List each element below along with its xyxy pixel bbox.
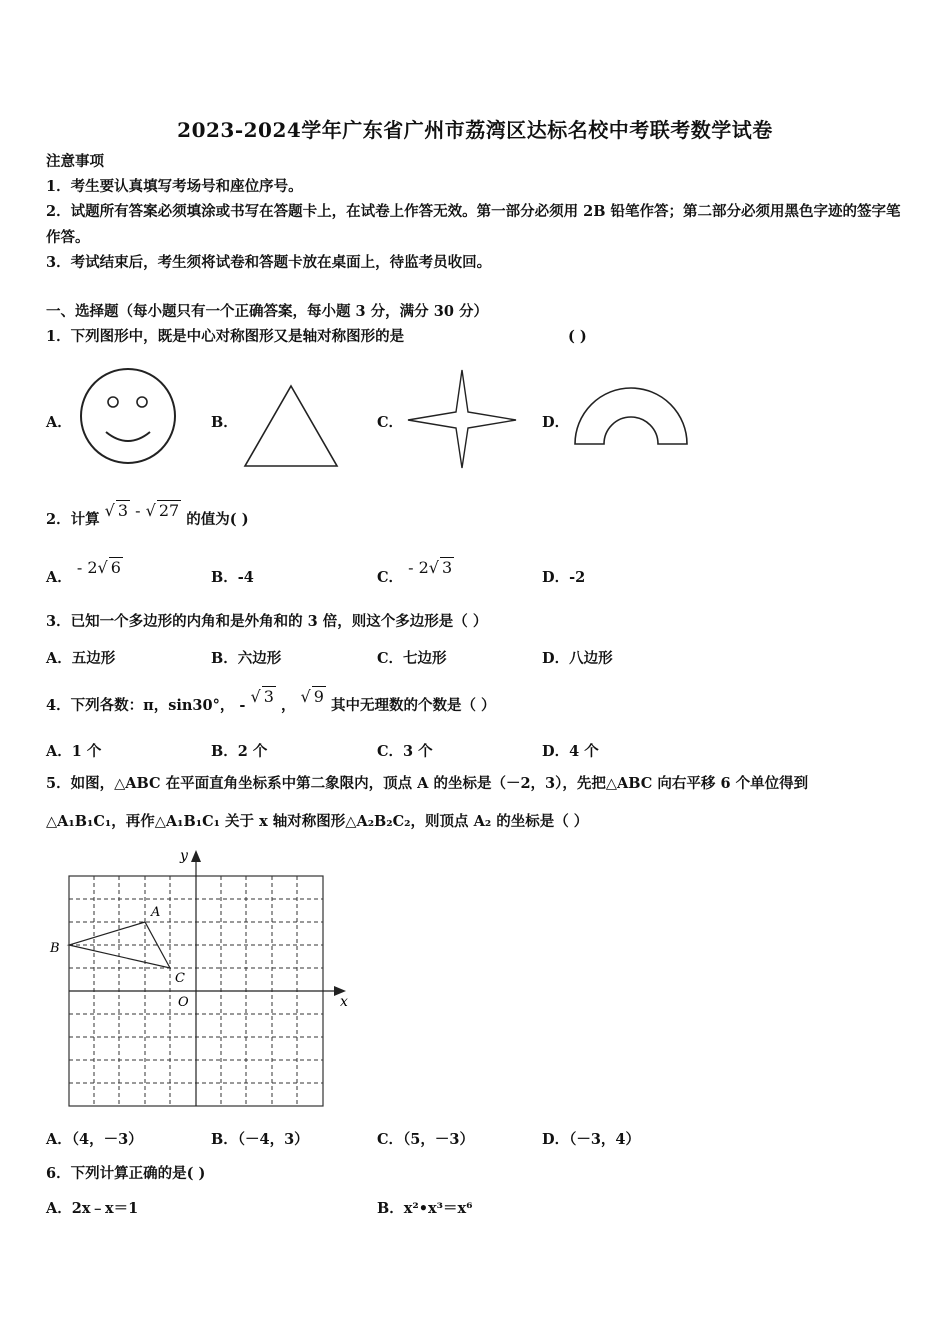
q6-option-a: A．2x﹣x＝1 (46, 1200, 139, 1217)
radical-sign-icon: √ (97, 558, 108, 577)
q2-option-c-coef: - 2 (408, 558, 429, 577)
q4-radicand-b: 9 (313, 687, 324, 706)
q2-option-a (46, 558, 123, 587)
vertex-b-label: B (50, 941, 60, 956)
q4-option-c: C．3 个 (377, 743, 433, 760)
triangle-figure (240, 382, 342, 472)
x-axis-label: x (340, 994, 348, 1010)
q2-option-d-value: -2 (569, 569, 586, 586)
y-axis-label: y (180, 848, 188, 864)
q2-option-c-radicand: 3 (441, 558, 453, 577)
q1-option-c-label: C． (377, 414, 404, 431)
q4-prefix: 4．下列各数：π，sin30°， (46, 697, 235, 714)
q2-option-c-expr (408, 558, 454, 577)
q5-option-c: C．（5，－3） (377, 1131, 474, 1148)
q1-option-d-label: D． (542, 414, 570, 431)
four-point-star-figure (405, 368, 519, 472)
q4-minus: - (239, 697, 246, 714)
page-title: 2023-2024学年广东省广州市荔湾区达标名校中考联考数学试卷 (177, 118, 773, 142)
q3-option-d: D．八边形 (542, 650, 613, 667)
coordinate-grid-figure (44, 842, 360, 1114)
radical-sign-icon: √ (145, 501, 156, 520)
notice-heading: 注意事项 (46, 153, 104, 170)
q2-option-a-label: A． (46, 569, 72, 586)
q6-stem: 6．下列计算正确的是( ) (46, 1165, 206, 1182)
q2-option-c-label: C． (377, 569, 404, 586)
notice-item-1: 1．考生要认真填写考场号和座位序号。 (46, 178, 303, 195)
q6-option-b: B．x²•x³＝x⁶ (377, 1200, 473, 1217)
radical-sign-icon: √ (104, 501, 115, 520)
vertex-c-label: C (175, 971, 185, 986)
q2-option-b-label: B． (211, 569, 238, 586)
q2-option-b (211, 566, 254, 587)
q4-option-b: B．2 个 (211, 743, 268, 760)
q4-comma: ， (280, 697, 296, 714)
arch-figure (570, 378, 694, 450)
q1-option-a-label: A． (46, 414, 72, 431)
q2-suffix: 的值为( ) (186, 511, 249, 528)
q2-radicand-a: 3 (117, 501, 129, 520)
q2-option-a-expr (77, 558, 123, 577)
radical-sign-icon: √ (250, 687, 261, 706)
q2-question (46, 501, 249, 530)
q4-radicand-a: 3 (263, 687, 274, 706)
q2-prefix: 2．计算 (46, 511, 100, 528)
q1-stem: 1．下列图形中，既是中心对称图形又是轴对称图形的是 (46, 328, 405, 345)
origin-label: O (178, 995, 189, 1010)
q5-stem-line2: △A₁B₁C₁，再作△A₁B₁C₁ 关于 x 轴对称图形△A₂B₂C₂，则顶点 A₂ 的坐标是（ ） (46, 813, 589, 830)
q4-option-a: A．1 个 (46, 743, 102, 760)
q2-option-d (542, 566, 585, 587)
section-heading: 一、选择题（每小题只有一个正确答案，每小题 3 分，满分 30 分） (46, 303, 488, 320)
radical-sign-icon: √ (428, 558, 439, 577)
q2-option-c (377, 558, 454, 587)
q3-option-a: A．五边形 (46, 650, 116, 667)
q4-sqrt-9 (301, 687, 326, 706)
q3-option-c: C．七边形 (377, 650, 447, 667)
q2-option-d-label: D． (542, 569, 570, 586)
q5-stem-line1: 5．如图，△ABC 在平面直角坐标系中第二象限内，顶点 A 的坐标是（－2，3），先把△ABC 向右平移 6 个单位得到 (46, 775, 809, 792)
q2-minus: - (135, 501, 141, 520)
q2-expression (105, 501, 187, 520)
q5-option-d: D．（－3，4） (542, 1131, 641, 1148)
q5-option-a: A．（4，－3） (46, 1131, 143, 1148)
vertex-a-label: A (151, 905, 161, 920)
smiley-face-figure (78, 366, 178, 466)
q4-suffix: 其中无理数的个数是（ ） (330, 697, 496, 714)
q2-radicand-b: 27 (158, 501, 180, 520)
q2-option-a-radicand: 6 (110, 558, 121, 577)
q2-option-a-coef: - 2 (76, 558, 98, 577)
q3-option-b: B．六边形 (211, 650, 282, 667)
radical-sign-icon: √ (300, 687, 311, 706)
q5-option-b: B．（－4，3） (211, 1131, 309, 1148)
q3-stem: 3．已知一个多边形的内角和是外角和的 3 倍，则这个多边形是（ ） (46, 613, 488, 630)
q2-option-b-value: -4 (237, 569, 254, 586)
notice-item-2: 2．试题所有答案必须填涂或书写在答题卡上，在试卷上作答无效。第一部分必须用 2B 铅笔作答；第二部分必须用黑色字迹的签字笔作答。 (46, 203, 901, 246)
q4-question (46, 687, 496, 716)
y-axis-arrow-icon (191, 850, 201, 862)
q1-option-b-label: B． (211, 414, 238, 431)
q4-option-d: D．4 个 (542, 743, 599, 760)
q1-bracket: ( ) (568, 328, 587, 345)
q4-sqrt-3 (251, 687, 276, 706)
notice-item-3: 3．考试结束后，考生须将试卷和答题卡放在桌面上，待监考员收回。 (46, 254, 492, 271)
